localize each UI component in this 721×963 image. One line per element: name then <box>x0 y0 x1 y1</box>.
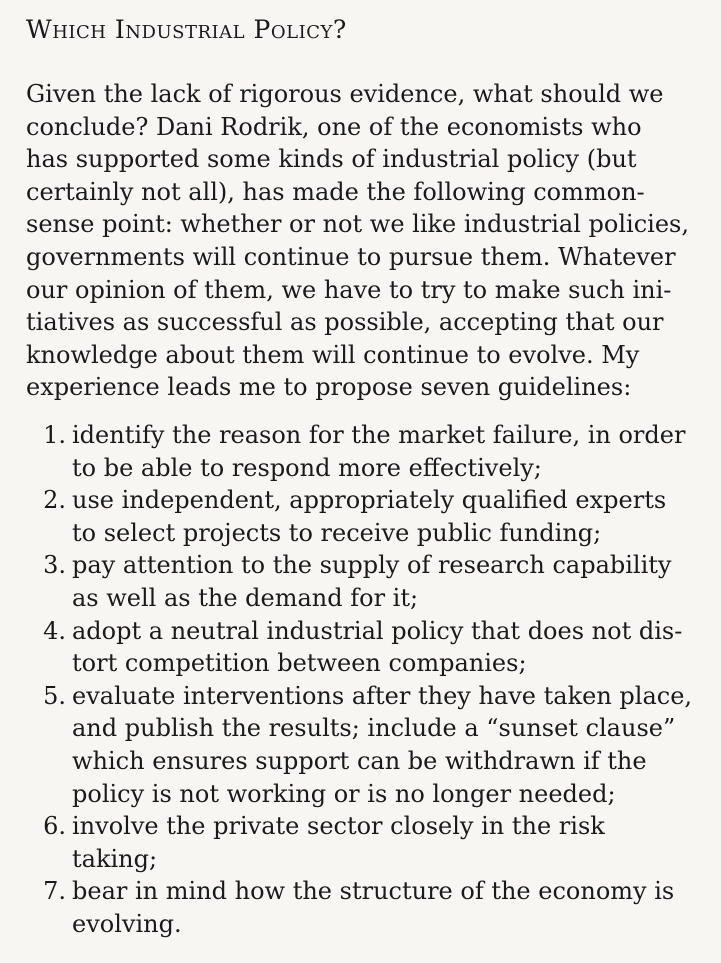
guideline-line: evaluate interventions after they have taken place, <box>72 681 693 710</box>
guideline-line: policy is not working or is no longer needed; <box>72 779 616 808</box>
guideline-line: to select projects to receive public funding; <box>72 518 602 547</box>
paragraph-line: our opinion of them, we have to try to make such ini- <box>26 275 672 304</box>
guideline-line: taking; <box>72 844 158 873</box>
guideline-line: involve the private sector closely in the risk <box>72 812 605 841</box>
guideline-text <box>72 419 721 484</box>
guideline-line: which ensures support can be withdrawn if the <box>72 746 647 775</box>
guideline-number: 5. <box>43 681 66 710</box>
paragraph-line: sense point: whether or not we like industrial policies, <box>26 210 689 239</box>
guideline-line: bear in mind how the structure of the economy is <box>72 877 675 906</box>
paragraph-line: Given the lack of rigorous evidence, what should we <box>26 80 664 108</box>
guideline-item <box>0 549 721 614</box>
paragraph-line: has supported some kinds of industrial policy (but <box>26 145 637 174</box>
guideline-text <box>72 484 721 549</box>
guideline-line: identify the reason for the market failure, in order <box>72 421 686 449</box>
guideline-item <box>0 680 721 810</box>
guideline-number: 3. <box>43 551 66 580</box>
guidelines-list <box>0 419 721 941</box>
guideline-number: 2. <box>43 486 66 515</box>
guideline-line: as well as the demand for it; <box>72 583 419 612</box>
paragraph-line: certainly not all), has made the following common- <box>26 177 645 206</box>
guideline-number: 1. <box>43 421 66 449</box>
paragraph-line: knowledge about them will continue to evolve. My <box>26 340 640 369</box>
guideline-text <box>72 680 721 810</box>
guideline-text <box>72 615 721 680</box>
guideline-item <box>0 484 721 549</box>
guideline-item <box>0 875 721 940</box>
guideline-text <box>72 549 721 614</box>
guideline-line: pay attention to the supply of research capability <box>72 551 672 580</box>
guideline-item <box>0 419 721 484</box>
guideline-number: 7. <box>43 877 66 906</box>
guideline-item <box>0 615 721 680</box>
guideline-line: and publish the results; include a “sunset clause” <box>72 714 676 743</box>
guideline-line: to be able to respond more effectively; <box>72 453 542 482</box>
guideline-line: use independent, appropriately qualified experts <box>72 486 667 515</box>
paragraph-line: tiatives as successful as possible, accepting that our <box>26 308 664 337</box>
section-heading: Which Industrial Policy? <box>26 15 347 44</box>
guideline-number: 4. <box>43 616 66 645</box>
paragraph-line: experience leads me to propose seven guidelines: <box>26 373 632 402</box>
intro-paragraph <box>26 78 716 404</box>
paragraph-line: conclude? Dani Rodrik, one of the economists who <box>26 112 642 141</box>
guideline-line: evolving. <box>72 909 182 938</box>
guideline-line: adopt a neutral industrial policy that does not dis- <box>72 616 683 645</box>
guideline-text <box>72 810 721 875</box>
paragraph-line: governments will continue to pursue them. Whatever <box>26 242 676 271</box>
guideline-text <box>72 875 721 940</box>
guideline-item <box>0 810 721 875</box>
guideline-line: tort competition between companies; <box>72 649 527 678</box>
guideline-number: 6. <box>43 812 66 841</box>
